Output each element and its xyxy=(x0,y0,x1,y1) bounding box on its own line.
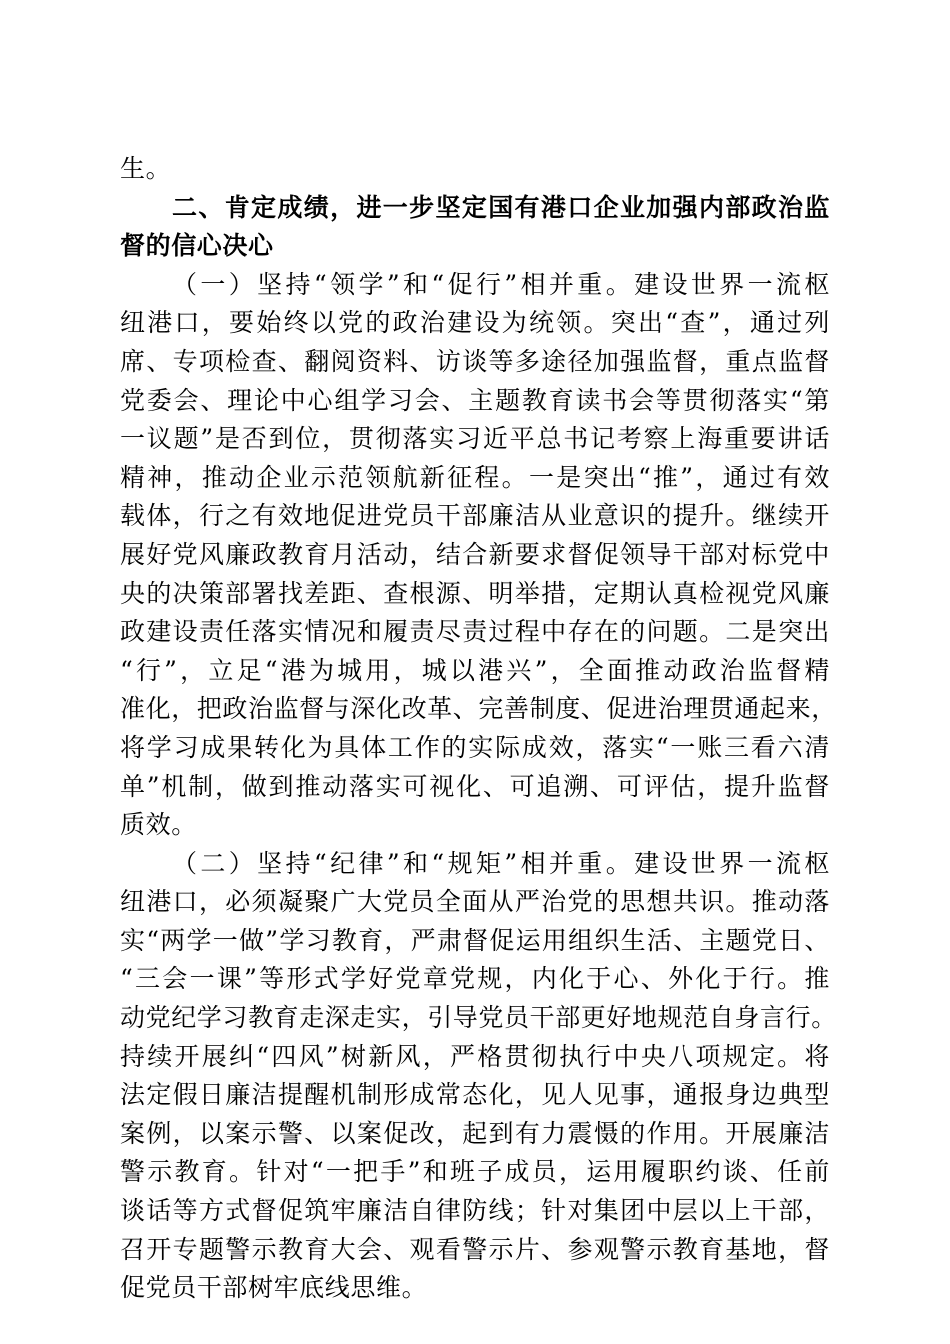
text-line: 单”机制，做到推动落实可视化、可追溯、可评估，提升监督 xyxy=(120,771,830,801)
intro-fragment xyxy=(120,150,830,189)
text-line: 持续开展纠“四风”树新风，严格贯彻执行中央八项规定。将 xyxy=(120,1041,830,1071)
text-line: 央的决策部署找差距、查根源、明举措，定期认真检视党风廉 xyxy=(120,578,830,608)
text-line: 质效。 xyxy=(120,810,197,840)
text-line: 法定假日廉洁提醒机制形成常态化，见人见事，通报身边典型 xyxy=(120,1080,830,1110)
text-line: 精神，推动企业示范领航新征程。一是突出“推”，通过有效 xyxy=(120,462,830,492)
paragraph-2 xyxy=(120,845,837,1308)
text-line: 谈话等方式督促筑牢廉洁自律防线；针对集团中层以上干部， xyxy=(120,1196,830,1226)
section-heading xyxy=(120,189,830,266)
text-line: （一）坚持“领学”和“促行”相并重。建设世界一流枢 xyxy=(172,269,830,299)
text-line: “三会一课”等形式学好党章党规，内化于心、外化于行。推 xyxy=(120,964,830,994)
text-line: 党委会、理论中心组学习会、主题教育读书会等贯彻落实“第 xyxy=(120,385,830,415)
document-page xyxy=(120,150,837,1308)
text-line: 一议题”是否到位，贯彻落实习近平总书记考察上海重要讲话 xyxy=(120,424,830,454)
text-line: 警示教育。针对“一把手”和班子成员，运用履职约谈、任前 xyxy=(120,1157,830,1187)
text-line: （二）坚持“纪律”和“规矩”相并重。建设世界一流枢 xyxy=(172,848,830,878)
text-line: 动党纪学习教育走深走实，引导党员干部更好地规范自身言行。 xyxy=(120,1003,837,1033)
text-line: 生。 xyxy=(120,154,172,183)
text-line: 展好党风廉政教育月活动，结合新要求督促领导干部对标党中 xyxy=(120,539,830,569)
heading-line: 督的信心决心 xyxy=(120,231,274,261)
text-line: 促党员干部树牢底线思维。 xyxy=(120,1273,428,1303)
heading-line: 二、肯定成绩，进一步坚定国有港口企业加强内部政治监 xyxy=(172,192,830,222)
text-line: 席、专项检查、翻阅资料、访谈等多途径加强监督，重点监督 xyxy=(120,346,830,376)
text-line: 纽港口，要始终以党的政治建设为统领。突出“查”，通过列 xyxy=(120,308,830,338)
paragraph-1 xyxy=(120,266,837,845)
text-line: 载体，行之有效地促进党员干部廉洁从业意识的提升。继续开 xyxy=(120,501,830,531)
text-line: 将学习成果转化为具体工作的实际成效，落实“一账三看六清 xyxy=(120,732,830,762)
text-line: 案例，以案示警、以案促改，起到有力震慑的作用。开展廉洁 xyxy=(120,1118,830,1148)
text-line: 政建设责任落实情况和履责尽责过程中存在的问题。二是突出 xyxy=(120,617,830,647)
text-line: 召开专题警示教育大会、观看警示片、参观警示教育基地，督 xyxy=(120,1234,830,1264)
text-line: “行”，立足“港为城用，城以港兴”，全面推动政治监督精 xyxy=(120,655,830,685)
text-line: 准化，把政治监督与深化改革、完善制度、促进治理贯通起来， xyxy=(120,694,837,724)
text-line: 实“两学一做”学习教育，严肃督促运用组织生活、主题党日、 xyxy=(120,925,830,955)
text-line: 纽港口，必须凝聚广大党员全面从严治党的思想共识。推动落 xyxy=(120,887,830,917)
